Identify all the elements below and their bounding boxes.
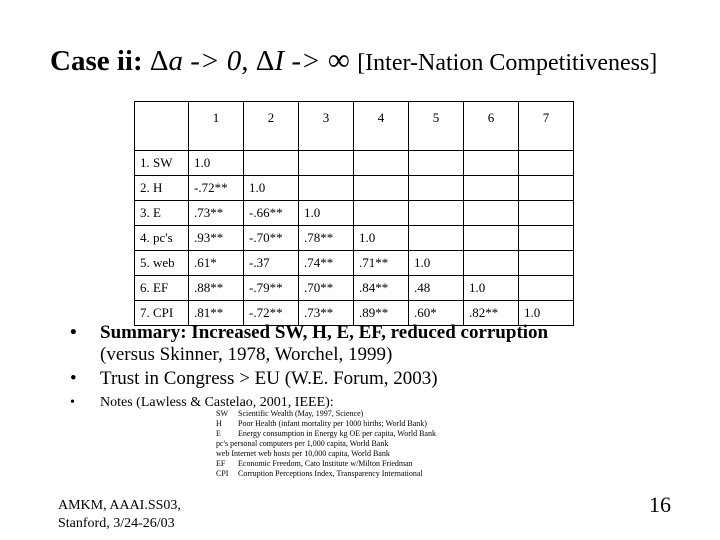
bullet-marker: • — [70, 368, 77, 389]
correlation-cell: .60* — [409, 301, 464, 326]
note-abbr: SW — [216, 409, 228, 418]
correlation-cell — [464, 201, 519, 226]
note-abbr: CPI — [216, 469, 229, 478]
title-subtitle: [Inter-Nation Competitiveness] — [357, 50, 658, 76]
column-header: 7 — [519, 102, 574, 151]
column-header: 3 — [299, 102, 354, 151]
correlation-cell — [409, 226, 464, 251]
page-number: 16 — [649, 492, 671, 517]
note-text: Scientific Wealth (May, 1997, Science) — [238, 409, 364, 418]
correlation-cell — [409, 151, 464, 176]
note-text: pc's personal computers per 1,000 capita, World Bank — [216, 439, 389, 448]
title-delta-a: Δa — [149, 45, 184, 77]
note-text: Corruption Perceptions Index, Transparency International — [238, 469, 423, 478]
correlation-cell: 1.0 — [354, 226, 409, 251]
correlation-cell — [519, 176, 574, 201]
row-label: 1. SW — [135, 151, 189, 176]
correlation-cell — [354, 201, 409, 226]
correlation-cell — [519, 201, 574, 226]
table-row — [135, 201, 574, 226]
correlation-cell: 1.0 — [519, 301, 574, 326]
column-header: 6 — [464, 102, 519, 151]
correlation-cell: .61* — [189, 251, 244, 276]
note-text: Economic Freedom, Cato Institute w/Milton Friedman — [238, 459, 413, 468]
correlation-cell: -.70** — [244, 226, 299, 251]
table-corner-cell — [135, 102, 189, 151]
bullet-list — [58, 322, 548, 412]
table-row — [135, 276, 574, 301]
note-abbr: H — [216, 419, 222, 428]
correlation-cell — [519, 226, 574, 251]
correlation-cell: .73** — [189, 201, 244, 226]
correlation-cell: -.37 — [244, 251, 299, 276]
row-label: 6. EF — [135, 276, 189, 301]
correlation-cell: 1.0 — [464, 276, 519, 301]
note-line — [216, 449, 436, 459]
table-row — [135, 226, 574, 251]
correlation-cell: 1.0 — [299, 201, 354, 226]
correlation-cell — [464, 151, 519, 176]
table-row — [135, 251, 574, 276]
note-line — [216, 459, 436, 469]
column-header: 2 — [244, 102, 299, 151]
correlation-cell: -.66** — [244, 201, 299, 226]
note-line — [216, 419, 436, 429]
note-abbr: EF — [216, 459, 226, 468]
correlation-cell: .48 — [409, 276, 464, 301]
correlation-cell: 1.0 — [189, 151, 244, 176]
correlation-cell — [519, 276, 574, 301]
note-text: web Internet web hosts per 10,000 capita, World Bank — [216, 449, 390, 458]
title-delta-i: ΔI — [255, 45, 285, 77]
footer-line-2: Stanford, 3/24-26/03 — [58, 516, 175, 531]
row-label: 5. web — [135, 251, 189, 276]
correlation-cell — [464, 251, 519, 276]
note-line — [216, 409, 436, 419]
title-arrow-zero: -> 0, — [183, 45, 256, 77]
correlation-cell: .88** — [189, 276, 244, 301]
correlation-cell: .84** — [354, 276, 409, 301]
correlation-cell: .71** — [354, 251, 409, 276]
correlation-table — [134, 101, 574, 326]
correlation-cell — [354, 176, 409, 201]
title-lead: Case ii: — [50, 45, 143, 77]
correlation-cell — [519, 151, 574, 176]
row-label: 4. pc's — [135, 226, 189, 251]
correlation-cell: -.79** — [244, 276, 299, 301]
row-label: 7. CPI — [135, 301, 189, 326]
correlation-cell — [409, 201, 464, 226]
correlation-cell: .73** — [299, 301, 354, 326]
bullet-marker: • — [70, 322, 77, 343]
bullet-summary — [58, 322, 548, 366]
correlation-cell: .82** — [464, 301, 519, 326]
note-text: Poor Health (infant mortality per 1000 births; World Bank) — [238, 419, 427, 428]
table-row — [135, 151, 574, 176]
correlation-cell — [464, 176, 519, 201]
correlation-cell — [519, 251, 574, 276]
title-arrow-inf: -> — [284, 45, 328, 77]
correlation-cell: .70** — [299, 276, 354, 301]
bullet-trust — [58, 368, 548, 390]
column-header: 1 — [189, 102, 244, 151]
notes-heading: Notes (Lawless & Castelao, 2001, IEEE): — [100, 395, 334, 410]
table-row — [135, 176, 574, 201]
correlation-cell: 1.0 — [244, 176, 299, 201]
note-line — [216, 469, 436, 479]
correlation-cell: .78** — [299, 226, 354, 251]
correlation-cell — [299, 151, 354, 176]
row-label: 3. E — [135, 201, 189, 226]
correlation-cell — [464, 226, 519, 251]
summary-citation: (versus Skinner, 1978, Worchel, 1999) — [100, 344, 393, 365]
correlation-cell: .74** — [299, 251, 354, 276]
correlation-cell: 1.0 — [409, 251, 464, 276]
bullet-marker: • — [70, 395, 75, 410]
note-line — [216, 429, 436, 439]
summary-text: Summary: Increased SW, H, E, EF, reduced corruption — [100, 322, 549, 343]
table-header-row — [135, 102, 574, 151]
row-label: 2. H — [135, 176, 189, 201]
infinity-symbol: ∞ — [327, 42, 350, 77]
correlation-cell: -.72** — [189, 176, 244, 201]
correlation-cell: .81** — [189, 301, 244, 326]
column-header: 4 — [354, 102, 409, 151]
notes-list — [216, 409, 436, 479]
correlation-cell — [299, 176, 354, 201]
slide-title — [50, 40, 657, 83]
note-text: Energy consumption in Energy kg OE per capita, World Bank — [238, 429, 436, 438]
correlation-cell — [244, 151, 299, 176]
note-abbr: E — [216, 429, 221, 438]
trust-text: Trust in Congress > EU (W.E. Forum, 2003) — [100, 368, 438, 389]
column-header: 5 — [409, 102, 464, 151]
footer-citation — [58, 497, 181, 533]
correlation-cell: .93** — [189, 226, 244, 251]
correlation-cell: -.72** — [244, 301, 299, 326]
correlation-cell: .89** — [354, 301, 409, 326]
note-line — [216, 439, 436, 449]
footer-line-1: AMKM, AAAI.SS03, — [58, 498, 181, 513]
correlation-cell — [354, 151, 409, 176]
correlation-cell — [409, 176, 464, 201]
